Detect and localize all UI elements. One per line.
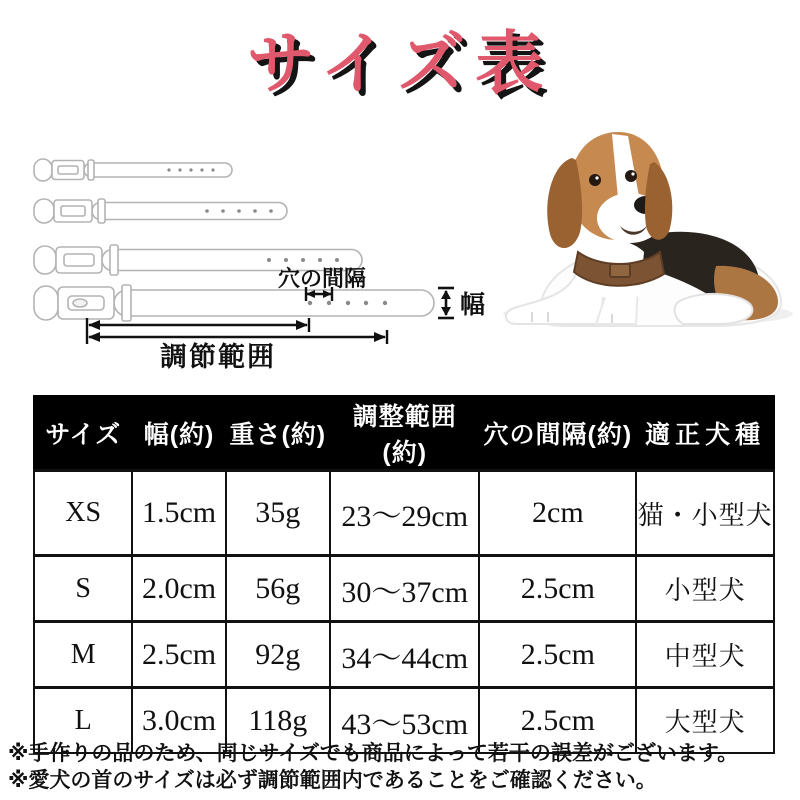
cell-width: 3.0cm <box>132 688 225 754</box>
cell-weight: 56g <box>226 556 330 622</box>
footnotes <box>8 740 796 794</box>
adjust-range-label: 調節範囲 <box>160 342 276 370</box>
hole-spacing-label: 穴の間隔 <box>277 266 367 291</box>
cell-breed: 中型犬 <box>636 622 774 688</box>
dog-eye-left <box>589 174 601 186</box>
dog-ear-right <box>645 162 672 240</box>
cell-breed: 小型犬 <box>636 556 774 622</box>
dog-eye-right <box>625 170 637 182</box>
collar-l-drawing <box>34 285 434 321</box>
dog-collar-buckle <box>610 264 630 277</box>
cell-breed: 猫・小型犬 <box>636 471 774 556</box>
table-row-xs <box>34 471 774 556</box>
hero-section <box>0 100 800 390</box>
note-handmade: ※手作りの品のため、同じサイズでも商品によって若干の誤差がございます。 <box>8 742 739 765</box>
cell-hole: 2cm <box>479 471 636 556</box>
cell-weight: 92g <box>226 622 330 688</box>
collar-s-drawing <box>34 199 287 223</box>
cell-range: 30〜37cm <box>330 556 479 622</box>
header-width: 幅(約) <box>132 396 225 471</box>
header-weight: 重さ(約) <box>226 396 330 471</box>
table-row-m <box>34 622 774 688</box>
header-breed: 適正犬種 <box>636 396 774 471</box>
cell-size: S <box>34 556 132 622</box>
adjust-range-arrowheads <box>88 320 386 342</box>
header-hole-spacing: 穴の間隔(約) <box>479 396 636 471</box>
cell-breed: 大型犬 <box>636 688 774 754</box>
cell-width: 2.0cm <box>132 556 225 622</box>
size-table-header-row <box>34 396 774 471</box>
cell-size: L <box>34 688 132 754</box>
table-row-s <box>34 556 774 622</box>
cell-range: 34〜44cm <box>330 622 479 688</box>
cell-range: 23〜29cm <box>330 471 479 556</box>
width-label: 幅 <box>460 292 486 319</box>
cell-size: M <box>34 622 132 688</box>
dog-hind-leg <box>675 294 753 324</box>
dog-ear-left <box>547 158 582 248</box>
cell-hole: 2.5cm <box>479 622 636 688</box>
cell-width: 2.5cm <box>132 622 225 688</box>
size-table <box>33 395 775 754</box>
header-adjust-range: 調整範囲(約) <box>330 396 479 471</box>
collar-size-diagram <box>22 138 500 370</box>
note-neck-size: ※愛犬の首のサイズは必ず調節範囲内であることをご確認ください。 <box>8 769 657 792</box>
cell-hole: 2.5cm <box>479 688 636 754</box>
adjust-range-arrows <box>87 318 387 344</box>
cell-width: 1.5cm <box>132 471 225 556</box>
header-size: サイズ <box>34 396 132 471</box>
page-title: サイズ表 <box>246 26 554 102</box>
cell-weight: 35g <box>226 471 330 556</box>
cell-range: 43〜53cm <box>330 688 479 754</box>
cell-size: XS <box>34 471 132 556</box>
cell-hole: 2.5cm <box>479 556 636 622</box>
cell-weight: 118g <box>226 688 330 754</box>
beagle-photo <box>478 106 800 336</box>
